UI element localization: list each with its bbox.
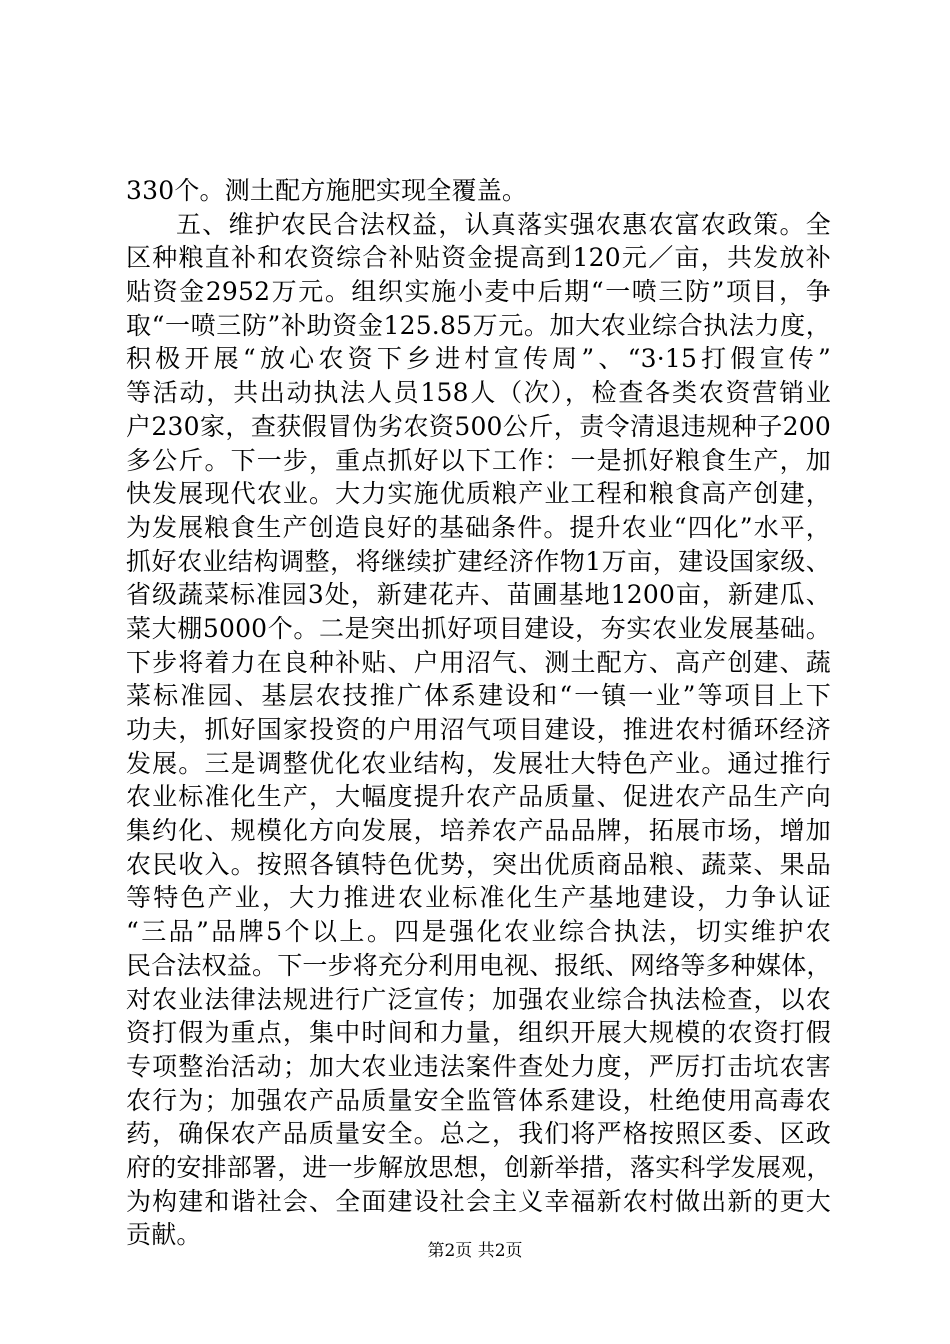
text-line: “三品”品牌5个以上。四是强化农业综合执法，切实维护农: [126, 917, 831, 947]
text-line: 专项整治活动；加大农业违法案件查处力度，严厉打击坑农害: [126, 1051, 831, 1081]
text-line: 府的安排部署，进一步解放思想，创新举措，落实科学发展观，: [126, 1152, 832, 1182]
text-line: 对农业法律法规进行广泛宣传；加强农业综合执法检查，以农: [126, 984, 831, 1014]
text-line: 菜大棚5000个。二是突出抓好项目建设，夯实农业发展基础。: [126, 613, 831, 643]
text-line: 集约化、规模化方向发展，培养农产品品牌，拓展市场，增加: [126, 816, 831, 846]
page-number-label: 第2页 共2页: [427, 1241, 523, 1261]
text-line: 下步将着力在良种补贴、户用沼气、测土配方、高产创建、蔬: [126, 647, 831, 677]
paragraph-first-line: 五、维护农民合法权益，认真落实强农惠农富农政策。全: [176, 209, 831, 239]
text-line: 民合法权益。下一步将充分利用电视、报纸、网络等多种媒体，: [126, 950, 832, 980]
text-line: 等特色产业，大力推进农业标准化生产基地建设，力争认证: [126, 883, 831, 913]
text-line: 资打假为重点，集中时间和力量，组织开展大规模的农资打假: [126, 1018, 831, 1048]
text-line: 等活动，共出动执法人员158人（次），检查各类农资营销业: [126, 378, 831, 408]
page-footer: [0, 1240, 950, 1262]
text-line: 多公斤。下一步，重点抓好以下工作：一是抓好粮食生产，加: [126, 445, 831, 475]
text-line: 贡献。: [126, 1220, 202, 1250]
text-line: 菜标准园、基层农技推广体系建设和“一镇一业”等项目上下: [126, 681, 831, 711]
text-line: 330个。测土配方施肥实现全覆盖。: [126, 176, 528, 205]
text-line: 药，确保农产品质量安全。总之，我们将严格按照区委、区政: [126, 1119, 831, 1149]
text-line: 为发展粮食生产创造良好的基础条件。提升农业“四化”水平，: [126, 512, 831, 542]
text-line: 户230家，查获假冒伪劣农资500公斤，责令清退违规种子200: [126, 411, 831, 441]
text-line: 取“一喷三防”补助资金125.85万元。加大农业综合执法力度，: [126, 310, 831, 340]
text-line: 功夫，抓好国家投资的户用沼气项目建设，推进农村循环经济: [126, 715, 831, 744]
text-line: 区种粮直补和农资综合补贴资金提高到120元／亩，共发放补: [126, 243, 831, 273]
text-line: 贴资金2952万元。组织实施小麦中后期“一喷三防”项目，争: [126, 277, 831, 307]
text-line: 农业标准化生产，大幅度提升农产品质量、促进农产品生产向: [126, 782, 831, 812]
text-line: 快发展现代农业。大力实施优质粮产业工程和粮食高产创建，: [126, 479, 831, 509]
text-line: 农民收入。按照各镇特色优势，突出优质商品粮、蔬菜、果品: [126, 849, 831, 879]
text-line: 为构建和谐社会、全面建设社会主义幸福新农村做出新的更大: [126, 1186, 831, 1216]
text-line: 积极开展“放心农资下乡进村宣传周”、“3·15打假宣传”: [126, 344, 831, 374]
text-line: 抓好农业结构调整，将继续扩建经济作物1万亩，建设国家级、: [126, 546, 831, 576]
text-line: 农行为；加强农产品质量安全监管体系建设，杜绝使用高毒农: [126, 1085, 831, 1115]
text-line: 发展。三是调整优化农业结构，发展壮大特色产业。通过推行: [126, 748, 831, 778]
text-line: 省级蔬菜标准园3处，新建花卉、苗圃基地1200亩，新建瓜、: [126, 580, 831, 610]
document-body: [126, 174, 831, 1252]
